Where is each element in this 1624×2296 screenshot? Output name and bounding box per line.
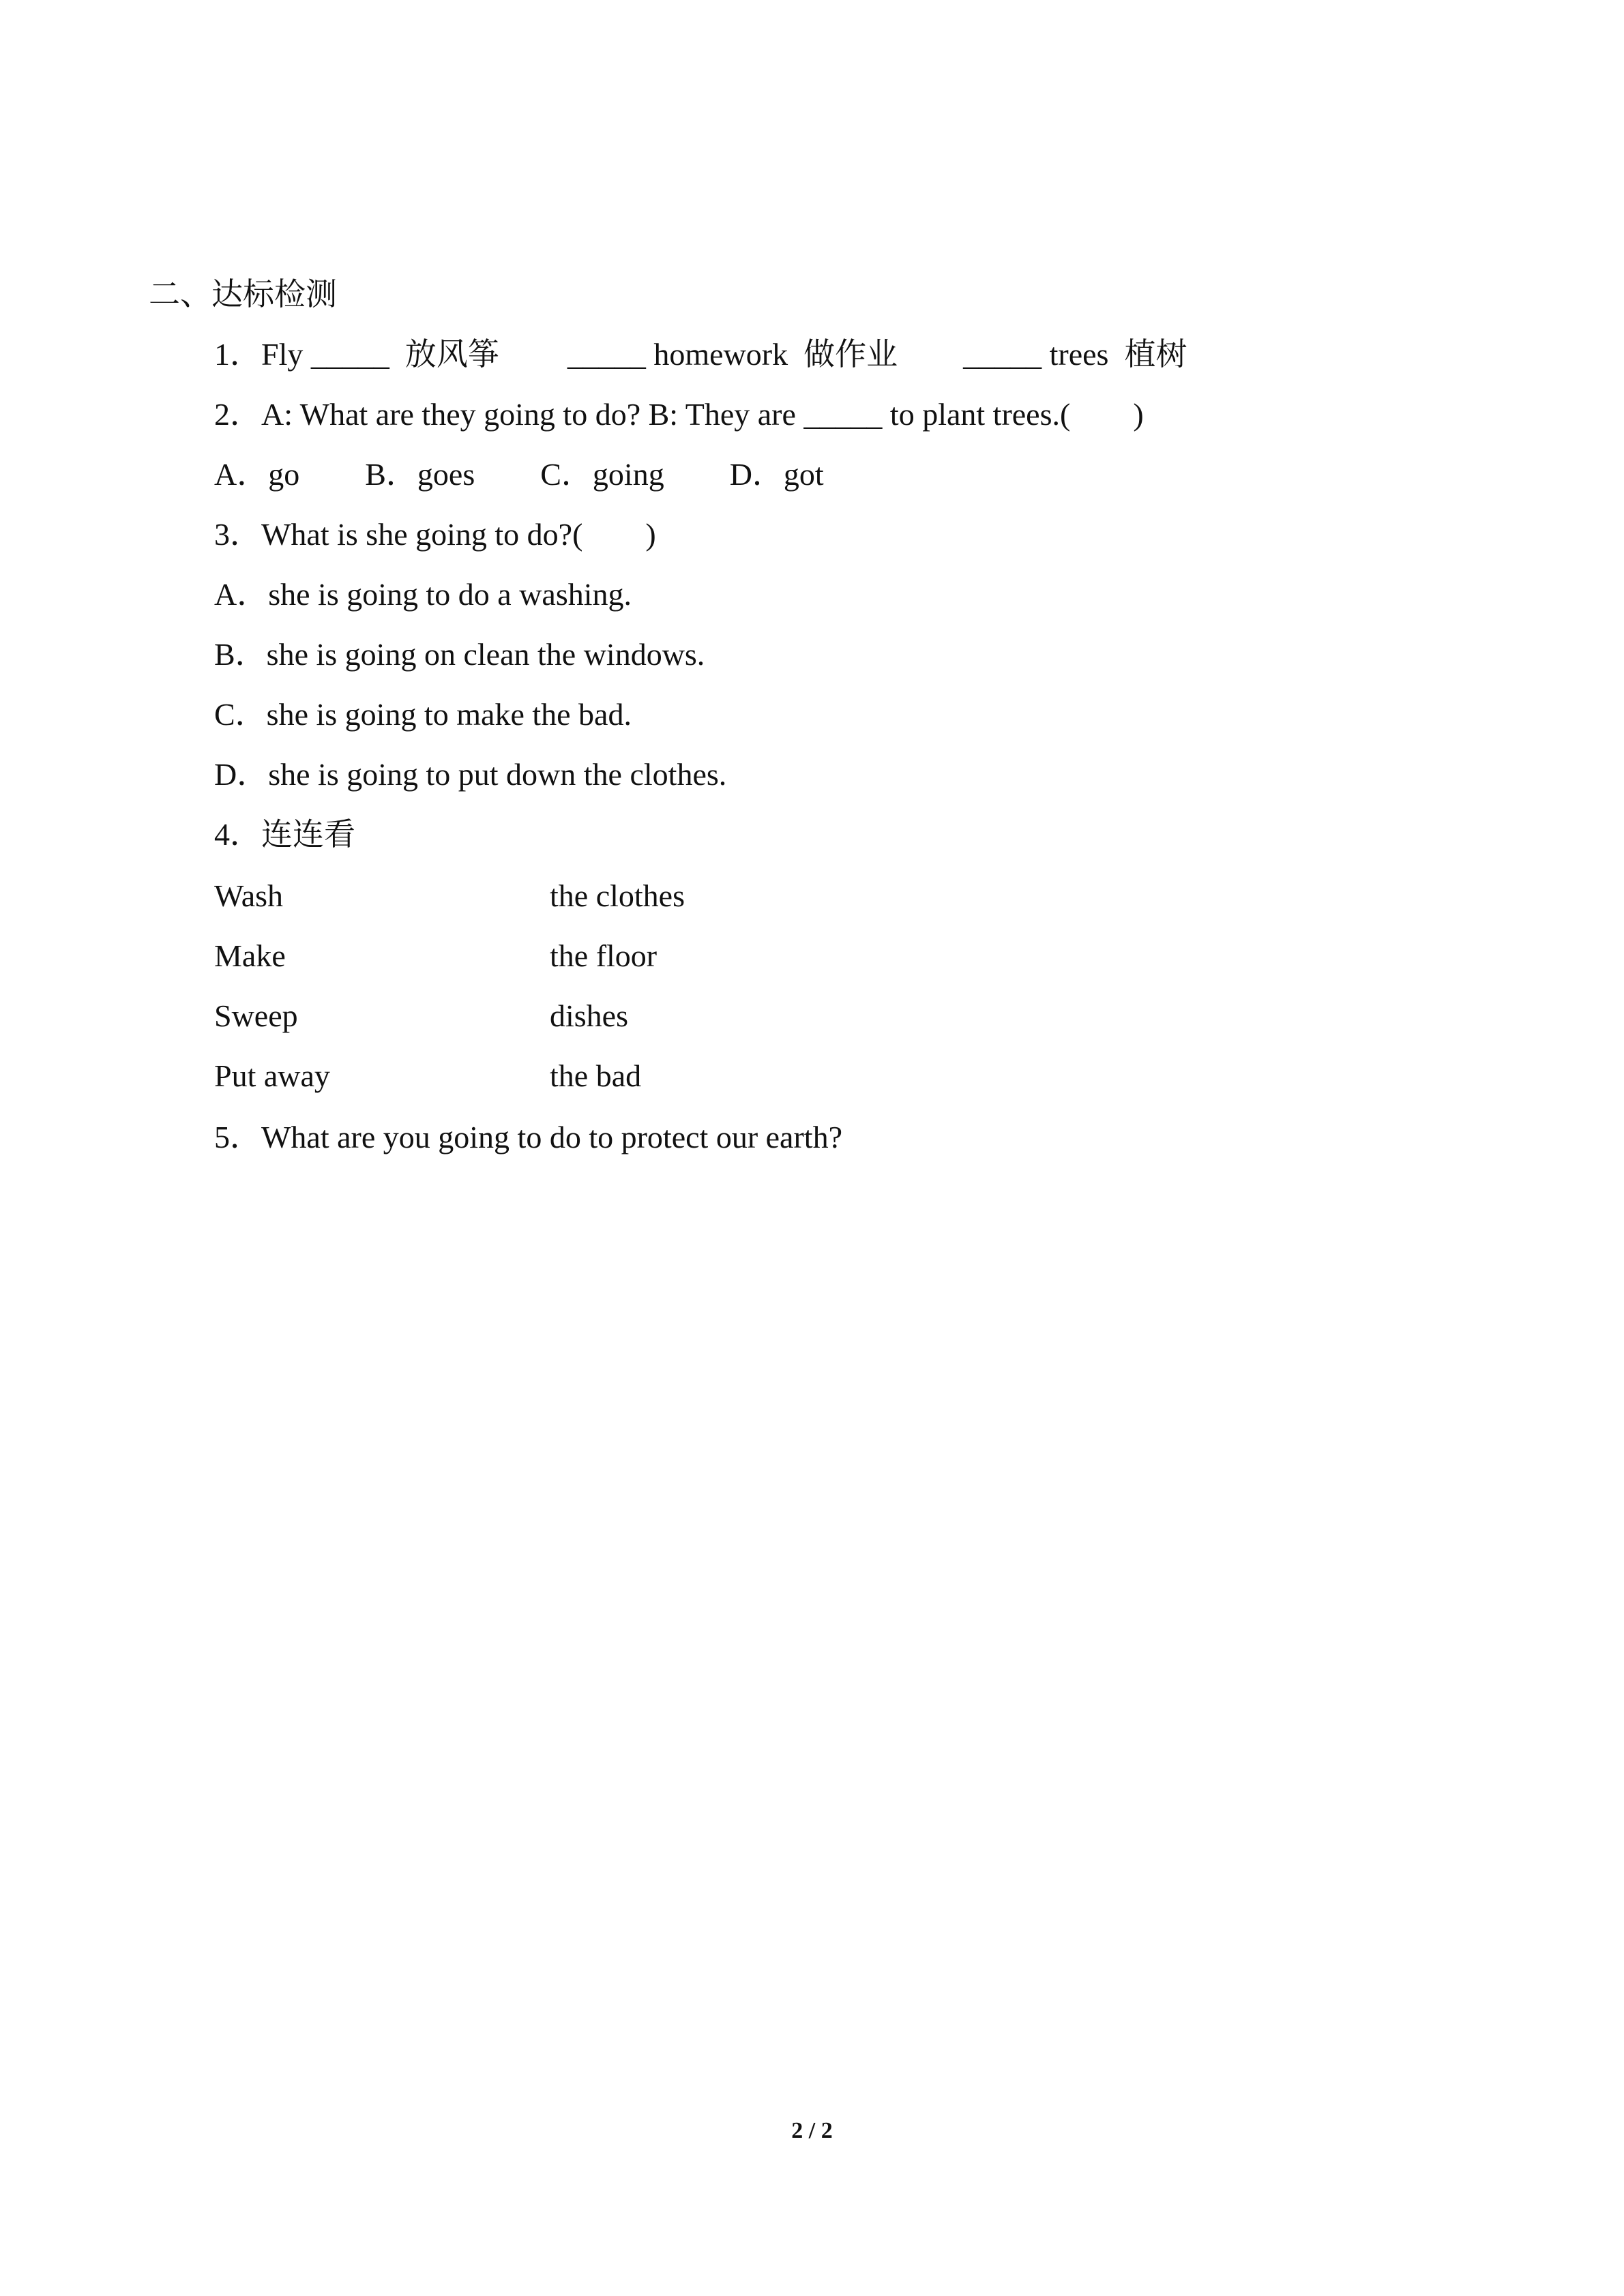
- question-4: 4．连连看: [214, 817, 355, 852]
- question-3-option-d: D．she is going to put down the clothes.: [214, 757, 727, 792]
- question-2-option-b: B．goes: [365, 457, 475, 492]
- question-3-option-a: A．she is going to do a washing.: [214, 577, 632, 612]
- question-1-part1: Fly _____ 放风筝: [261, 337, 499, 372]
- question-1-number: 1．: [214, 337, 261, 372]
- question-1-part2: _____ homework 做作业: [567, 337, 898, 372]
- page-number: 2 / 2: [791, 2118, 833, 2143]
- match-right-item: the floor: [550, 938, 658, 973]
- match-left-item: Wash: [214, 878, 284, 913]
- question-2: 2．A: What are they going to do? B: They are _____ to plant trees.( ): [214, 397, 1144, 432]
- question-3-option-b: B．she is going on clean the windows.: [214, 637, 705, 672]
- question-2-option-c: C．going: [540, 457, 664, 492]
- question-3-option-c: C．she is going to make the bad.: [214, 697, 632, 732]
- question-1: [214, 334, 1187, 375]
- question-2-options: [214, 454, 824, 495]
- match-left-item: Make: [214, 938, 286, 973]
- match-left-item: Put away: [214, 1058, 330, 1093]
- match-right-item: dishes: [550, 998, 628, 1033]
- question-1-part3: _____ trees 植树: [963, 337, 1187, 372]
- question-2-option-d: D．got: [729, 457, 824, 492]
- question-5: 5．What are you going to do to protect our earth?: [214, 1120, 842, 1154]
- section-heading: 二、达标检测: [149, 277, 337, 312]
- match-right-item: the bad: [550, 1058, 642, 1093]
- question-2-option-a: A．go: [214, 457, 300, 492]
- question-3: 3．What is she going to do?( ): [214, 517, 656, 552]
- match-right-item: the clothes: [550, 878, 685, 913]
- match-left-item: Sweep: [214, 998, 298, 1033]
